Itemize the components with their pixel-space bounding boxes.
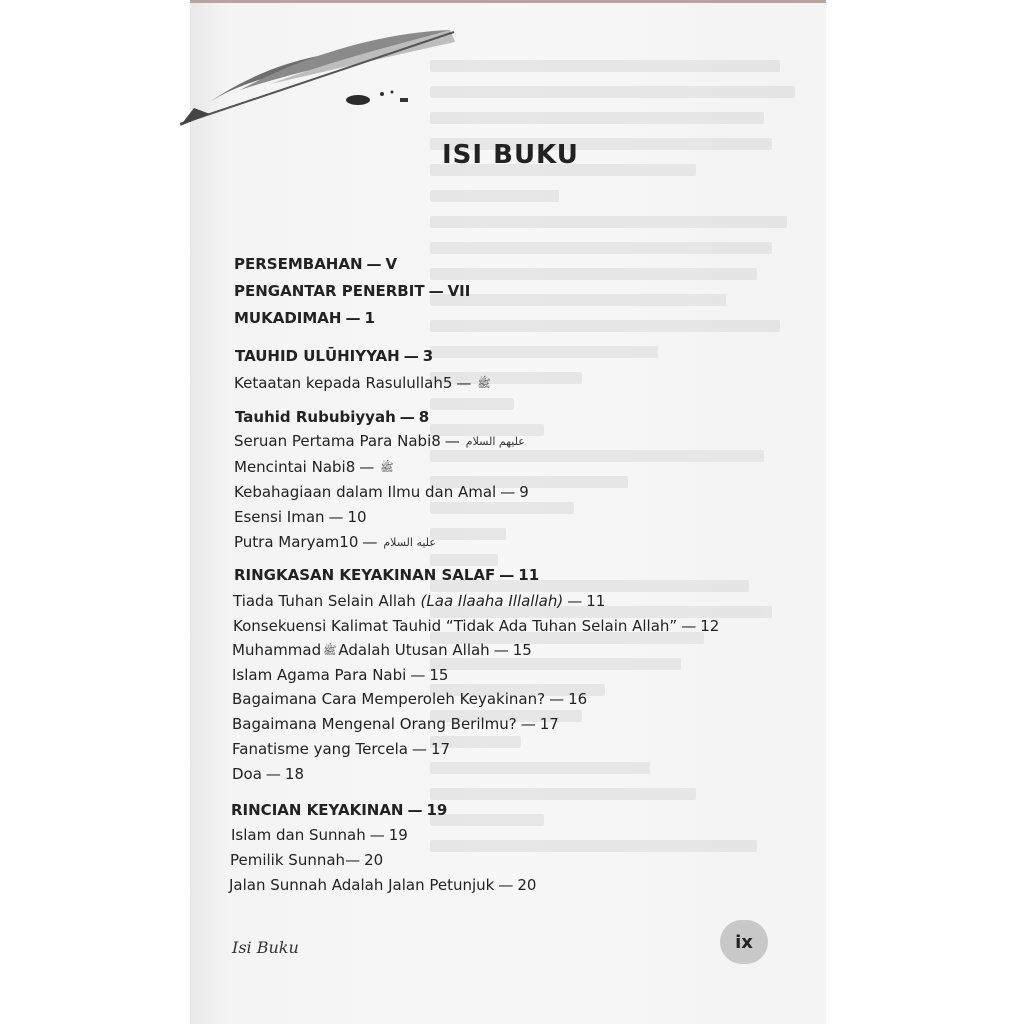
toc-entry-title: RINCIAN KEYAKINAN bbox=[231, 801, 404, 819]
toc-entry-title: PERSEMBAHAN bbox=[234, 255, 363, 273]
toc-entry bbox=[232, 641, 532, 660]
toc-leader-dash: — bbox=[265, 765, 281, 783]
toc-entry-title: Tiada Tuhan Selain Allah bbox=[233, 592, 416, 610]
toc-entry-title: Bagaimana Mengenal Orang Berilmu? bbox=[232, 715, 517, 733]
toc-entry bbox=[232, 690, 587, 708]
toc-entry bbox=[234, 483, 529, 501]
toc-page-number: 8 bbox=[345, 458, 356, 476]
toc-entry-title: Esensi Iman bbox=[234, 508, 325, 526]
toc-entry-title: Islam Agama Para Nabi bbox=[232, 666, 407, 684]
toc-leader-dash: — bbox=[407, 801, 423, 819]
toc-page-number: 3 bbox=[422, 347, 434, 365]
toc-entry-title: TAUHID ULŪHIYYAH bbox=[235, 347, 400, 365]
toc-entry-title: Putra Maryam bbox=[234, 533, 340, 551]
toc-entry bbox=[234, 508, 367, 526]
toc-leader-dash: — bbox=[500, 483, 516, 501]
toc-page-number: 8 bbox=[431, 432, 441, 450]
toc-entry bbox=[234, 458, 396, 477]
toc-page-number: 10 bbox=[347, 508, 367, 526]
toc-page-number: 5 bbox=[442, 374, 453, 392]
toc-section-heading bbox=[234, 566, 539, 584]
honorific-glyph: عليه السلام bbox=[383, 536, 436, 549]
honorific-glyph: ﷺ bbox=[323, 644, 337, 657]
page-top-edge bbox=[190, 0, 826, 3]
toc-leader-dash: — bbox=[412, 740, 427, 758]
toc-entry-title: Fanatisme yang Tercela bbox=[232, 740, 408, 758]
running-footer: Isi Buku bbox=[232, 938, 299, 957]
toc-entry bbox=[234, 533, 438, 551]
toc-page-number: VII bbox=[447, 282, 471, 300]
toc-entry bbox=[232, 765, 304, 783]
toc-entry-title: Jalan Sunnah Adalah Jalan Petunjuk bbox=[229, 876, 495, 894]
toc-entry-title-suffix: Adalah Utusan Allah bbox=[338, 641, 490, 659]
page-number-badge: ix bbox=[720, 920, 768, 964]
toc-page-number: 15 bbox=[512, 641, 532, 659]
toc-page-number: 20 bbox=[517, 876, 537, 894]
toc-page-number: 20 bbox=[364, 851, 384, 869]
toc-page-number: 8 bbox=[418, 408, 430, 426]
toc-entry-title: Mencintai Nabi bbox=[234, 458, 346, 476]
toc-leader-dash: — bbox=[456, 374, 472, 392]
toc-page-number: 12 bbox=[700, 617, 720, 635]
toc-leader-dash: — bbox=[369, 826, 385, 844]
toc-entry-title: RINGKASAN KEYAKINAN SALAF bbox=[234, 566, 496, 584]
toc-section-heading bbox=[234, 255, 397, 273]
toc-entry-title: Konsekuensi Kalimat Tauhid “Tidak Ada Tuhan Selain Allah” bbox=[233, 617, 678, 635]
toc-entry bbox=[233, 592, 605, 610]
toc-leader-dash: — bbox=[359, 458, 375, 476]
toc-entry-title: Bagaimana Cara Memperoleh Keyakinan? bbox=[232, 690, 546, 708]
toc-entry bbox=[234, 432, 527, 450]
toc-leader-dash: — bbox=[403, 347, 419, 365]
toc-leader-dash: — bbox=[366, 255, 382, 273]
toc-entry-title: Doa bbox=[232, 765, 262, 783]
toc-entry bbox=[232, 666, 448, 684]
toc-leader-dash: — bbox=[520, 715, 536, 733]
toc-entry bbox=[229, 876, 536, 894]
toc-section-heading bbox=[235, 347, 433, 365]
toc-entry bbox=[232, 740, 450, 758]
toc-entry bbox=[232, 715, 559, 733]
toc-page-number: 11 bbox=[518, 566, 540, 584]
page-title: ISI BUKU bbox=[442, 140, 579, 170]
toc-leader-dash: — bbox=[499, 566, 515, 584]
toc-leader-dash: — bbox=[498, 876, 514, 894]
toc-entry-title: Kebahagiaan dalam Ilmu dan Amal bbox=[234, 483, 497, 501]
honorific-glyph: عليهم السلام bbox=[465, 435, 525, 448]
honorific-glyph: ﷺ bbox=[477, 377, 491, 390]
toc-page-number: V bbox=[385, 255, 398, 273]
toc-entry-title: Muhammad bbox=[232, 641, 322, 659]
toc-leader-dash: — bbox=[428, 282, 444, 300]
toc-entry bbox=[231, 826, 408, 844]
toc-page-number: 15 bbox=[429, 666, 449, 684]
toc-entry-title: Islam dan Sunnah bbox=[231, 826, 366, 844]
toc-section-heading bbox=[234, 309, 375, 327]
quill-feather-icon bbox=[150, 24, 460, 134]
toc-entry-title: Tauhid Rububiyyah bbox=[235, 408, 396, 426]
toc-page-number: 9 bbox=[519, 483, 529, 501]
toc-entry-transliteration: (Laa Ilaaha Illallah) bbox=[420, 592, 564, 610]
toc-section-heading bbox=[235, 408, 429, 426]
toc-leader-dash: — bbox=[345, 309, 361, 327]
toc-section-heading bbox=[231, 801, 447, 819]
toc-page-number: 17 bbox=[539, 715, 559, 733]
toc-page-number: 19 bbox=[426, 801, 448, 819]
toc-leader-dash: — bbox=[444, 432, 460, 450]
toc-entry bbox=[233, 617, 719, 635]
toc-page-number: 16 bbox=[568, 690, 588, 708]
toc-entry-title: Ketaatan kepada Rasulullah bbox=[234, 374, 443, 392]
toc-page-number: 18 bbox=[284, 765, 305, 783]
toc-leader-dash: — bbox=[549, 690, 565, 708]
toc-entry-title: Pemilik Sunnah bbox=[230, 851, 346, 869]
toc-leader-dash: — bbox=[345, 851, 361, 869]
toc-entry-title: MUKADIMAH bbox=[234, 309, 342, 327]
toc-leader-dash: — bbox=[328, 508, 344, 526]
honorific-glyph: ﷺ bbox=[380, 461, 394, 474]
toc-leader-dash: — bbox=[567, 592, 583, 610]
toc-leader-dash: — bbox=[493, 641, 509, 659]
toc-leader-dash: — bbox=[399, 408, 415, 426]
toc-page-number: 10 bbox=[339, 533, 359, 551]
toc-entry bbox=[234, 374, 493, 393]
toc-entry-title: Seruan Pertama Para Nabi bbox=[234, 432, 432, 450]
toc-entry bbox=[230, 851, 383, 869]
toc-section-heading bbox=[234, 282, 470, 300]
toc-page-number: 1 bbox=[364, 309, 375, 327]
toc-leader-dash: — bbox=[681, 617, 697, 635]
toc-page-number: 11 bbox=[586, 592, 606, 610]
toc-page-number: 17 bbox=[431, 740, 451, 758]
toc-entry-title: PENGANTAR PENERBIT bbox=[234, 282, 425, 300]
toc-leader-dash: — bbox=[362, 533, 378, 551]
toc-leader-dash: — bbox=[410, 666, 426, 684]
toc-page-number: 19 bbox=[388, 826, 408, 844]
